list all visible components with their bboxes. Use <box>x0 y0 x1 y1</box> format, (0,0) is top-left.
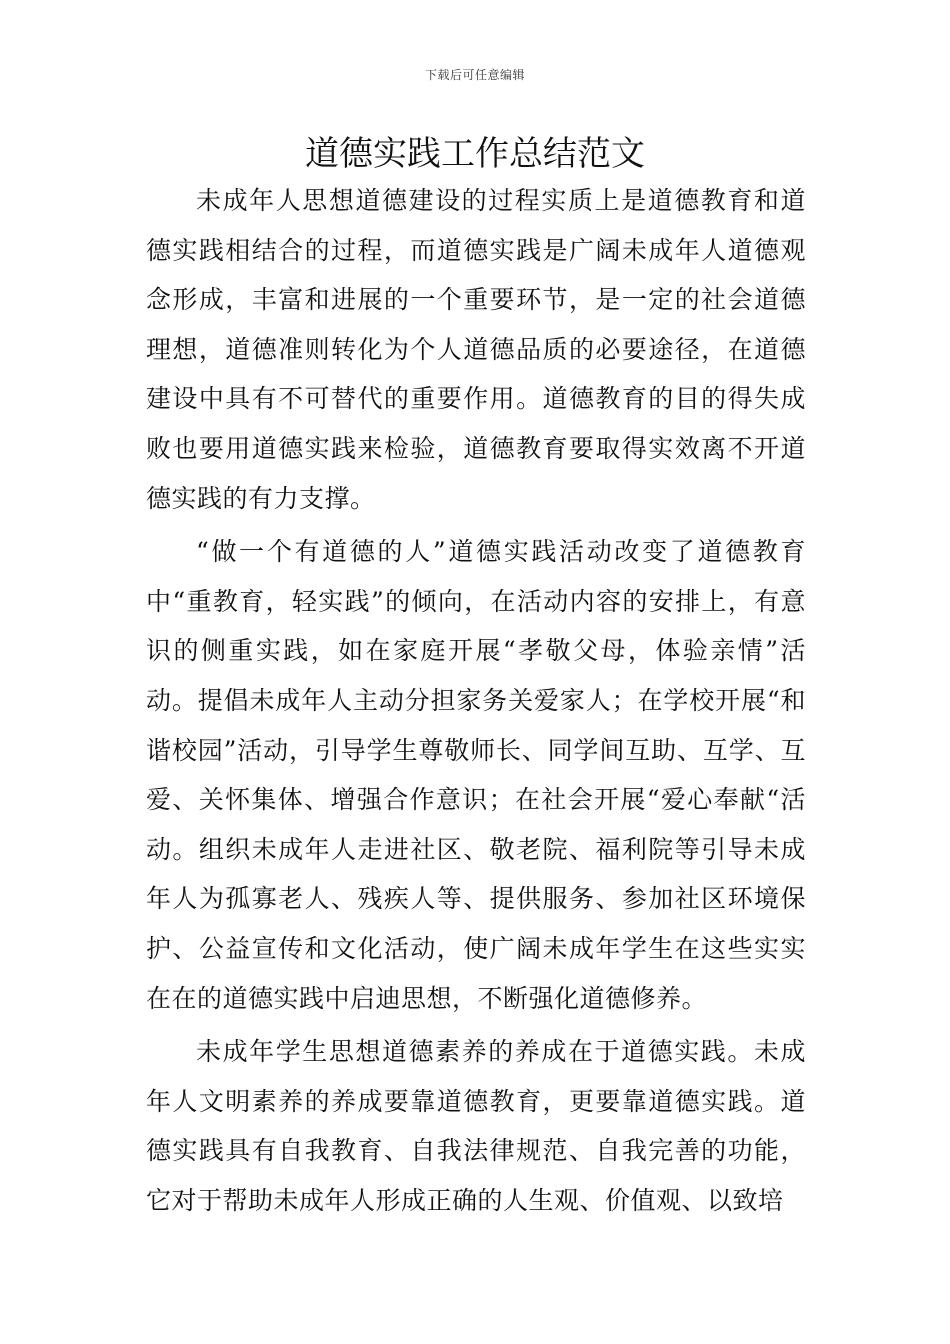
paragraph-1: 未成年人思想道德建设的过程实质上是道德教育和道德实践相结合的过程，而道德实践是广阔未成年人道德观念形成，丰富和进展的一个重要环节，是一定的社会道德理想，道德准则转化为个人道德品质的必要途径，在道德建设中具有不可替代的重要作用。道德教育的目的得失成败也要用道德实践来检验，道德教育要取得实效离不开道德实践的有力支撑。 <box>146 186 806 513</box>
paragraph-3: 未成年学生思想道德素养的养成在于道德实践。未成年人文明素养的养成要靠道德教育，更要靠道德实践。道德实践具有自我教育、自我法律规范、自我完善的功能，它对于帮助未成年人形成正确的人生观、价值观、以致培 <box>146 1037 806 1215</box>
paragraph-2: “做一个有道德的人”道德实践活动改变了道德教育中“重教育，轻实践”的倾向，在活动内容的安排上，有意识的侧重实践，如在家庭开展“孝敬父母，体验亲情”活动。提倡未成年人主动分担家务关爱家人；在学校开展“和谐校园”活动，引导学生尊敬师长、同学间互助、互学、互爱、关怀集体、增强合作意识；在社会开展“爱心奉献“活动。组织未成年人走进社区、敬老院、福利院等引导未成年人为孤寡老人、残疾人等、提供服务、参加社区环境保护、公益宣传和文化活动，使广阔未成年学生在这些实实在在的道德实践中启迪思想，不断强化道德修养。 <box>146 537 806 1013</box>
document-body <box>146 176 806 1225</box>
header-note: 下载后可任意编辑 <box>424 68 525 82</box>
document-title: 道德实践工作总结范文 <box>305 134 645 174</box>
